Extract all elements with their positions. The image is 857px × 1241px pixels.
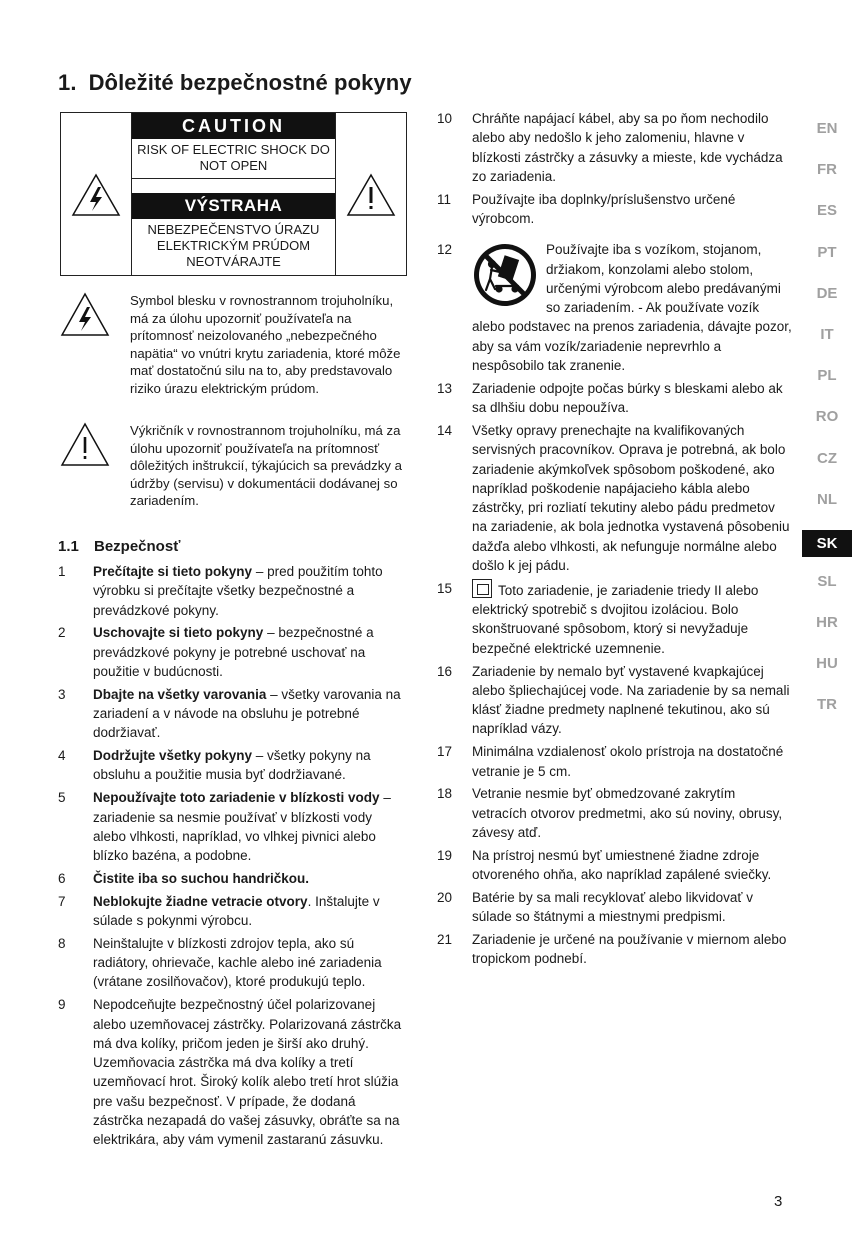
safety-list-left [58, 562, 408, 1153]
list-item: 14 Všetky opravy prenechajte na kvalifikovaných servisných pracovníkov. Oprava je potrebná, ak bolo zariadenie akýmkoľvek spôsobom poškodené, ako napríklad poškodenie napájacieho kábla alebo zástrčky, pri rozliatí tekutiny alebo pádu predmetov na zariadenie, ak bola jednotka vystavená pôsobeniu dažďa alebo vlhkosti, ak nefunguje normálne alebo došlo k jej pádu. [437, 422, 790, 574]
language-tab-hu[interactable]: HU [816, 655, 838, 673]
language-tab-pl[interactable]: PL [817, 367, 837, 385]
language-tab-pt[interactable]: PT [817, 243, 837, 261]
list-item: 15 Toto zariadenie, je zariadenie triedy II alebo elektrický spotrebič s dvojitou izoláciou. Bolo skonštruované spôsobom, ktorý si nevyžaduje bezpečné elektrické uzemnenie. [437, 580, 759, 656]
double-insulation-icon [472, 579, 492, 598]
list-item: 4 Dodržujte všetky pokyny – všetky pokyny na obsluhu a použitie musia byť dodržiavané. [58, 748, 371, 783]
list-item: 5 Nepoužívajte toto zariadenie v blízkosti vody – zariadenie sa nesmie používať v blízkosti vody alebo vlhkosti, napríklad, vo vlhkej pivnici alebo blízko bazéna, a podobne. [58, 790, 391, 864]
list-item: 2 Uschovajte si tieto pokyny – bezpečnostné a prevádzkové pokyny je potrebné uschovať na použitie v budúcnosti. [58, 625, 374, 679]
list-item: 3 Dbajte na všetky varovania – všetky varovania na zariadení a v návode na obsluhu je potrebné dodržiavať. [58, 686, 401, 741]
list-item: 8 Neinštalujte v blízkosti zdrojov tepla, ako sú radiátory, ohrievače, kachle alebo iné zariadenia (vrátane zosilňovačov), ktoré produkujú teplo. [58, 935, 382, 990]
exclamation-warning-icon [60, 422, 110, 468]
language-tab-en[interactable]: EN [816, 120, 838, 137]
list-item: 13 Zariadenie odpojte počas búrky s bleskami alebo ak sa dlhšiu dobu nepoužíva. [437, 380, 783, 416]
language-tab-ro[interactable]: RO [815, 408, 839, 426]
language-tab-it[interactable]: IT [820, 325, 834, 343]
caution-label-box [60, 112, 407, 276]
list-item: 20 Batérie by sa mali recyklovať alebo likvidovať v súlade so štátnymi a miestnymi predpismi. [437, 889, 753, 925]
language-tab-es[interactable]: ES [816, 202, 837, 220]
list-item: 7 Neblokujte žiadne vetracie otvory. Inštalujte v súlade s pokynmi výrobcu. [58, 893, 380, 929]
language-tab-de[interactable]: DE [816, 284, 838, 302]
warning-text: NEBEZPEČENSTVO ÚRAZU ELEKTRICKÝM PRÚDOM NEOTVÁRAJTE [147, 222, 320, 269]
language-tab-sl[interactable]: SL [817, 572, 837, 590]
list-item: 19 Na prístroj nesmú byť umiestnené žiadne zdroje otvoreného ohňa, ako napríklad zapálené sviečky. [437, 847, 772, 882]
list-item: 18 Vetranie nesmie byť obmedzované zakrytím vetracích otvorov predmetmi, ako sú noviny, obrusy, závesy atď. [437, 786, 783, 840]
cart-tip-over-icon [472, 242, 538, 308]
section-heading: 1.1 Bezpečnosť [58, 538, 181, 555]
caution-label: CAUTION [132, 113, 335, 139]
lightning-warning-icon [71, 173, 121, 217]
warning-label: VÝSTRAHA [132, 193, 335, 219]
list-item: 11 Používajte iba doplnky/príslušenstvo určené výrobcom. [437, 191, 736, 226]
list-item: 16 Zariadenie by nemalo byť vystavené kvapkajúcej alebo špliechajúcej vode. Na zariadenie by sa nemali klásť žiadne predmety naplnené tekutinou, ako sú napríklad vázy. [437, 663, 790, 737]
list-item: 6 Čistite iba so suchou handričkou. [58, 870, 310, 886]
language-tab-cz[interactable]: CZ [817, 449, 837, 467]
language-tab-fr[interactable]: FR [817, 161, 837, 179]
page-title: 1. Dôležité bezpečnostné pokyny [58, 70, 412, 95]
list-item: 12 Používajte iba s vozíkom, stojanom, držiakom, konzolami alebo stolom, určenými výrobcom alebo predávanými so zariadením. - Ak používate vozík alebo podstavec na prenos zariadenia, dávajte pozor, aby sa vám vozík/zariadenie neprevrhlo a nespôsobilo tak zranenie. [437, 242, 792, 374]
language-tab-nl[interactable]: NL [817, 490, 837, 508]
list-item: 1 Prečítajte si tieto pokyny – pred použitím tohto výrobku si prečítajte všetky bezpečnostné a prevádzkové pokyny. [58, 564, 383, 618]
exclamation-warning-icon [346, 173, 396, 217]
list-item: 10 Chráňte napájací kábel, aby sa po ňom nechodilo alebo aby nedošlo k jeho zalomeniu, hlavne v blízkosti zástrčky a zásuvky a mieste, kde vychádza zo zariadenia. [437, 111, 783, 184]
list-item: 9 Nepodceňujte bezpečnostný účel polarizovanej alebo uzemňovacej zástrčky. Polarizovaná zástrčka má dva kolíky, pričom jeden je širší ako druhý. Uzemňovacia zástrčka má dva kolíky a tretí uzemňovací hrot. Široký kolík alebo tretí hrot slúžia pre vašu bezpečnosť. V prípade, že dodaná zástrčka nezapadá do vašej zásuvky, obráťte sa na elektrikára, aby vám vymenil zastaranú zásuvku. [58, 997, 402, 1148]
safety-list-right [437, 109, 792, 972]
language-index [806, 118, 848, 736]
page-number: 3 [774, 1193, 783, 1210]
language-tab-sk[interactable]: SK [802, 530, 852, 557]
language-tab-tr[interactable]: TR [817, 696, 837, 714]
list-item: 17 Minimálna vzdialenosť okolo prístroja na dostatočné vetranie je 5 cm. [437, 744, 784, 779]
lightning-warning-icon [60, 292, 110, 338]
language-tab-hr[interactable]: HR [816, 614, 838, 632]
caution-text: RISK OF ELECTRIC SHOCK DO NOT OPEN [132, 139, 335, 179]
list-item: 21 Zariadenie je určené na používanie v miernom alebo tropickom podnebí. [437, 931, 787, 967]
